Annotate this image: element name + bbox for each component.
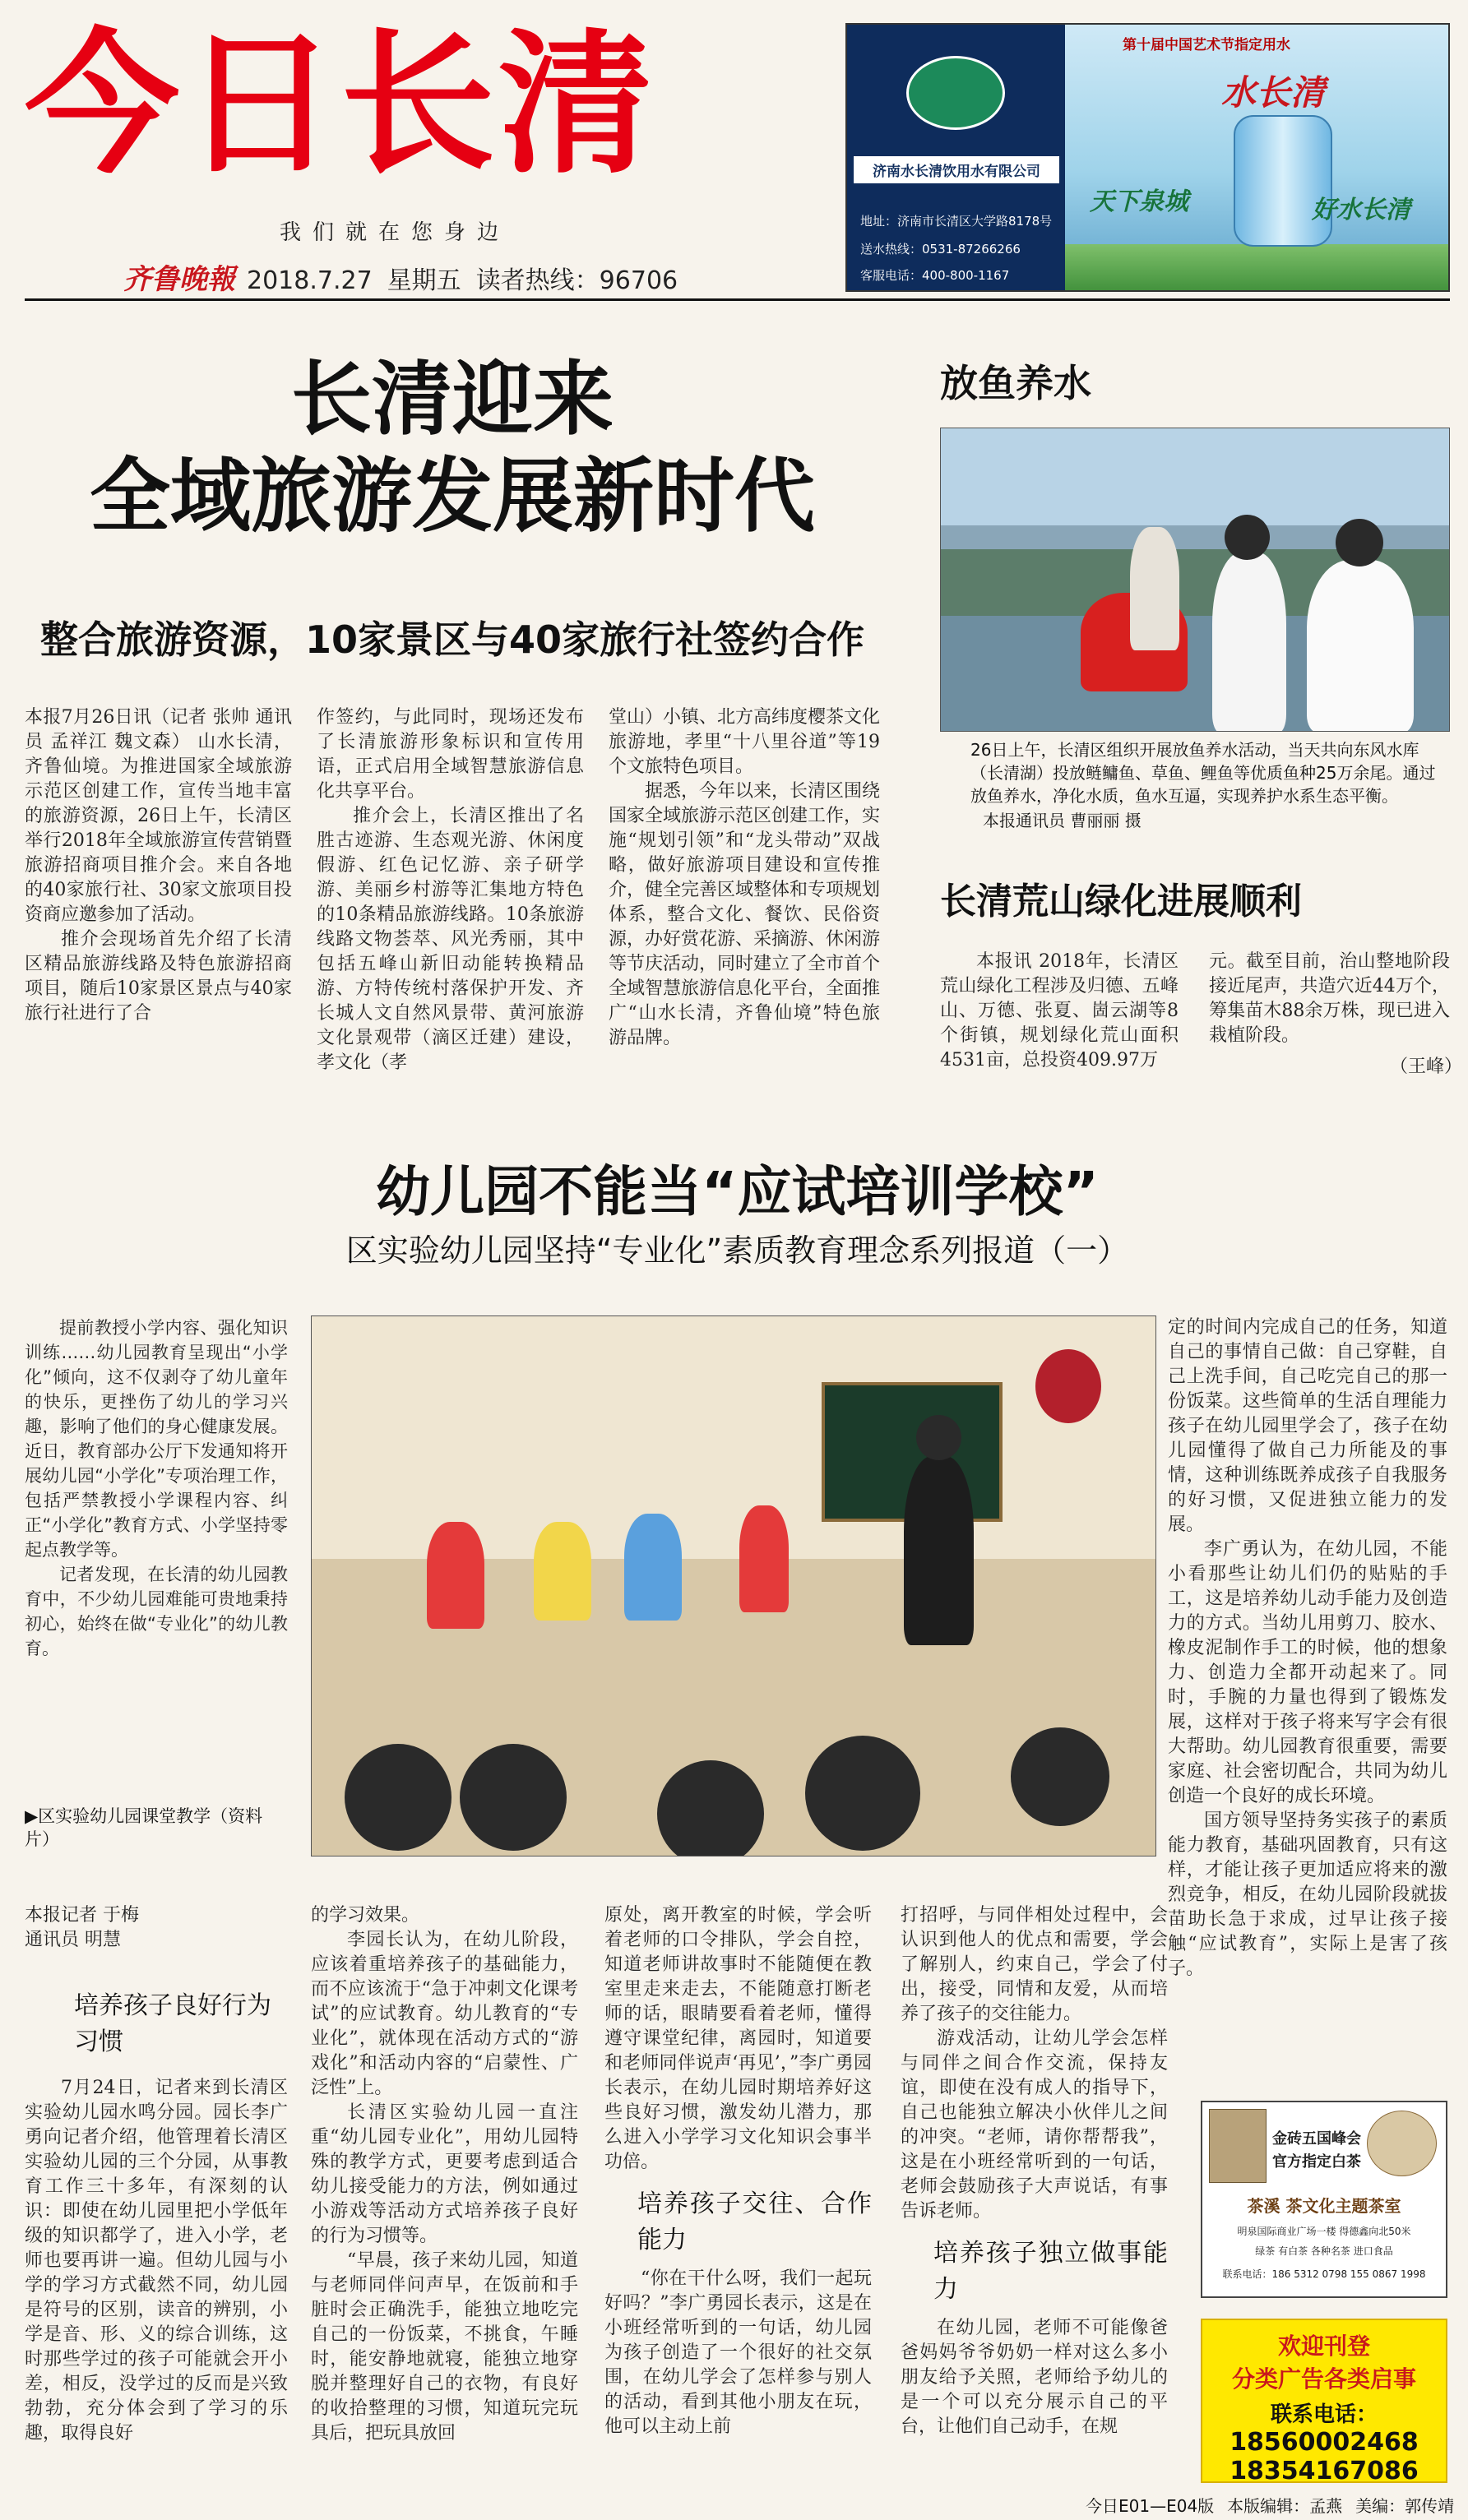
classified-phone2: 18354167086	[1230, 2457, 1419, 2485]
fish-release-credit: 本报通讯员 曹丽丽 摄	[983, 811, 1142, 830]
person-head	[1336, 519, 1383, 566]
tea-room-desc: 绿茶 有白茶 各种名茶 进口食品	[1255, 2245, 1393, 2257]
child-head-foreground	[805, 1736, 920, 1851]
feature-subheadline: 区实验幼儿园坚持“专业化”素质教育理念系列报道（一）	[345, 1232, 1129, 1269]
feature-c4: 打招呼，与同伴相处过程中，会认识到他人的优点和需要，学会了解别人，约束自己，学会了付出，接受，同情和友爱，从而培养了孩子的交往能力。	[901, 1905, 1168, 2024]
classified-phone1: 18560002468	[1230, 2428, 1419, 2457]
feature-column-2	[311, 1903, 578, 2479]
water-bottle-icon	[1234, 115, 1332, 247]
greening-text-a: 本报讯 2018年，长清区荒山绿化工程涉及归德、五峰山、万德、张夏、崮云湖等8个街镇，规划绿化荒山面积4531亩，总投资409.97万	[940, 951, 1179, 1070]
issue-date: 2018.7.27	[247, 266, 373, 295]
person-figure	[1212, 552, 1286, 732]
page-footer	[1086, 2493, 1467, 2517]
water-advertisement	[845, 23, 1450, 292]
lead-col1-p2: 推介会现场首先介绍了长清区精品旅游线路及特色旅游招商项目，随后10家景区景点与40家旅行社进行了合	[25, 929, 292, 1024]
person-figure	[1130, 527, 1179, 650]
tea-room-phones: 联系电话：186 5312 0798 155 0867 1998	[1222, 2268, 1426, 2280]
fish-release-photo	[940, 428, 1450, 732]
greening-heading: 长清荒山绿化进展顺利	[940, 881, 1302, 922]
ad-grass-graphic	[1065, 244, 1450, 292]
lead-column-1	[25, 705, 292, 1125]
lead-headline-line2: 全域旅游发展新时代	[89, 450, 815, 543]
classified-line2: 分类广告各类启事	[1231, 2365, 1416, 2393]
child-head-foreground	[1011, 1727, 1109, 1826]
feature-column-4	[901, 1903, 1168, 2479]
footer-designer: 美编：郭传靖	[1355, 2496, 1455, 2516]
teapot-icon	[1367, 2111, 1437, 2176]
feature-right-column	[1168, 1315, 1447, 2080]
ad-delivery-phone: 送水热线：0531-87266266	[860, 242, 1021, 257]
ad-slogan-b: 好水长清	[1312, 196, 1410, 224]
feature-c4c: 在幼儿园，老师不可能像爸爸妈妈爷爷奶奶一样对这么多小朋友给予关照，老师给予幼儿的是一个可以充分展示自己的平台，让他们自己动手，在规	[901, 2318, 1168, 2437]
feature-headline: 幼儿园不能当“应试培训学校”	[376, 1160, 1099, 1223]
child-figure	[624, 1514, 682, 1621]
fish-release-caption: 26日上午，长清区组织开展放鱼养水活动，当天共向东风水库（长清湖）投放鲢鳙鱼、草鱼、鲤鱼等优质鱼种25万余尾。通过放鱼养水，净化水质，鱼水互逼，实现养护水系生态平衡。	[970, 740, 1436, 806]
weekday: 星期五	[387, 266, 461, 295]
lead-column-2	[317, 705, 584, 1125]
classroom-photo	[311, 1315, 1156, 1856]
child-figure	[739, 1505, 789, 1612]
masthead-slogan: 我们就在您身边	[280, 220, 511, 245]
tea-box-icon	[1209, 2109, 1267, 2183]
greening-column-1	[940, 950, 1179, 1098]
feature-right-p2: 李广勇认为，在幼儿园，不能小看那些让幼儿们仍的贴贴的手工，这是培养幼儿动手能力及创造力的方式。当幼儿用剪刀、胶水、橡皮泥制作手工的时候，他的想象力、创造力全都开动起来了。同时，手腕的力量也得到了锻炼发展，这样对于孩子将来写字会有很大帮助。幼儿园教育很重要，需要家庭、社会密切配合，共同为幼儿创造一个良好的成长环境。	[1168, 1539, 1447, 1806]
feature-c3: 原处，离开教室的时候，学会听着老师的口令排队，学会自控，知道老师讲故事时不能随便在教室里走来走去，不能随意打断老师的话，眼睛要看着老师，懂得遵守课堂纪律，离园时，知道要和老师同伴说声‘再见’，”李广勇园长表示，在幼儿园时期培养好这些良好习惯，激发幼儿潜力，那么进入小学学习文化知识会事半功倍。	[604, 1905, 872, 2172]
ad-brand-name: 水长清	[1221, 72, 1326, 113]
child-head-foreground	[345, 1744, 452, 1851]
tea-ad-line2: 官方指定白茶	[1272, 2153, 1361, 2171]
feature-subhead-1: 培养孩子良好行为习惯	[74, 1991, 271, 2056]
water-brand-logo-icon	[906, 56, 1005, 130]
masthead-rule	[25, 298, 1450, 301]
teacher-head	[916, 1415, 961, 1460]
feature-column-3	[604, 1903, 872, 2479]
feature-column-1	[25, 2076, 288, 2479]
tea-room-address: 明泉国际商业广场一楼 得德鑫向北50米	[1237, 2226, 1411, 2237]
ad-address: 地址：济南市长清区大学路8178号	[860, 214, 1053, 229]
teacher-figure	[904, 1456, 974, 1645]
ad-company-panel	[847, 25, 1065, 292]
lead-col3-p1: 堂山）小镇、北方高纬度樱茶文化旅游地，孝里“十八里谷道”等19个文旅特色项目。	[609, 707, 880, 777]
dateline	[123, 257, 692, 297]
lead-headline-line1: 长清迎来	[290, 353, 614, 446]
feature-subhead-2: 培养孩子交往、合作能力	[637, 2189, 872, 2254]
feature-right-p1: 定的时间内完成自己的任务，知道自己的事情自己做：自己穿鞋，自己上洗手间，自己吃完自己的那一份饭菜。这些简单的生活自理能力孩子在幼儿园里学会了，孩子在幼儿园懂得了做自己力所能及的事情，这种训练既养成孩子自我服务的好习惯，又促进独立能力的发展。	[1168, 1317, 1447, 1535]
ad-company-name: 济南水长清饮用水有限公司	[854, 156, 1059, 183]
person-head	[1225, 515, 1270, 560]
lead-col2-p2: 推介会上，长清区推出了名胜古迹游、生态观光游、休闲度假游、红色记忆游、亲子研学游、美丽乡村游等汇集地方特色的10条精品旅游线路。10条旅游线路文物荟萃、风光秀丽，其中包括五峰山新旧动能转换精品游、方特传统村落保护开发、齐长城人文自然风景带、黄河旅游文化景观带（滴区迁建）建设，孝文化（孝	[317, 806, 584, 1073]
feature-c2c: 长清区实验幼儿园一直注重“幼儿园专业化”，用幼儿园特殊的教学方式，更要考虑到适合幼儿接受能力的方法，例如通过小游戏等活动方式培养孩子良好的行为习惯等。	[311, 2102, 578, 2246]
classified-advertisement	[1201, 2319, 1447, 2483]
reader-hotline: 读者热线：96706	[475, 266, 678, 295]
ad-slogan-a: 天下泉城	[1090, 187, 1188, 216]
greening-text-b: 元。截至目前，治山整地阶段接近尾声，共造穴近44万个，筹集苗木88余万株，现已进入栽植阶段。	[1209, 951, 1450, 1046]
lead-col2-p1: 作签约，与此同时，现场还发布了长清旅游形象标识和宣传用语，正式启用全域智慧旅游信息化共享平台。	[317, 707, 584, 802]
person-figure	[1307, 560, 1414, 732]
feature-intro-p1: 提前教授小学内容、强化知识训练……幼儿园教育呈现出“小学化”倾向，这不仅剥夺了幼儿童年的快乐，更挫伤了幼儿的学习兴趣，影响了他们的身心健康发展。近日，教育部办公厅下发通知将开展幼儿园“小学化”专项治理工作，包括严禁教授小学课程内容、纠正“小学化”教育方式、小学坚持零起点教学等。	[25, 1318, 288, 1560]
footer-pages: 今日E01—E04版	[1086, 2496, 1215, 2516]
masthead-title: 今日长清	[25, 23, 656, 187]
child-figure	[534, 1522, 591, 1621]
lead-column-3	[609, 705, 880, 1125]
lead-col1-p1: 本报7月26日讯（记者 张帅 通讯员 孟祥江 魏文森） 山水长清，齐鲁仙境。为推进国家全域旅游示范区创建工作，宣传当地丰富的旅游资源，26日上午，长清区举行2018年全域旅游宣传营销暨旅游招商项目推介会。来自各地的40家旅行社、30家文旅项目投资商应邀参加了活动。	[25, 707, 292, 925]
tea-ad-line1: 金砖五国峰会	[1272, 2130, 1361, 2148]
feature-c4b: 游戏活动，让幼儿学会怎样与同伴之间合作交流，保持友谊，即使在没有成人的指导下，自己也能独立解决小伙伴儿之间的冲突。“老师，请你帮帮我”，这是在小班经常听到的一句话，老师会鼓励孩子大声说话，有事告诉老师。	[901, 2028, 1168, 2222]
fish-release-heading: 放鱼养水	[940, 361, 1091, 405]
ad-visual-panel	[1065, 25, 1450, 292]
feature-c2d: “早晨，孩子来幼儿园，知道与老师同伴问声早，在饭前和手脏时会正确洗手，能独立地吃完自己的一份饭菜，不挑食，午睡时，能安静地就寝，能独立地穿脱并整理好自己的衣物，有良好的收拾整理的习惯，知道玩完玩具后，把玩具放回	[311, 2250, 578, 2444]
feature-right-p3: 国方领导坚持务实孩子的素质能力教育，基础巩固教育，只有这样，才能让孩子更加适应将来的激烈竞争，相反，在幼儿园阶段就拔苗助长急于求成，过早让孩子接触“应试教育”，实际上是害了孩子。	[1168, 1810, 1447, 1979]
apple-decoration-icon	[1035, 1349, 1101, 1423]
feature-intro	[25, 1315, 288, 1759]
ad-festival-text: 第十届中国艺术节指定用水	[1123, 37, 1290, 53]
child-head-foreground	[657, 1760, 764, 1856]
classified-phone-label: 联系电话：	[1270, 2402, 1378, 2427]
child-figure	[427, 1522, 484, 1629]
feature-c2b: 李园长认为，在幼儿阶段，应该着重培养孩子的基础能力，而不应该流于“急于冲刺文化课考试”的应试教育。幼儿教育的“专业化”，就体现在活动方式的“游戏化”和活动内容的“启蒙性、广泛性”上。	[311, 1930, 578, 2098]
paper-name: 齐鲁晚報	[123, 263, 235, 296]
classified-line1: 欢迎刊登	[1277, 2333, 1370, 2360]
feature-c1: 7月24日，记者来到长清区实验幼儿园水鸣分园。园长李广勇向记者介绍，他管理着长清区实验幼儿园的三个分园，从事教育工作三十多年，有深刻的认识：即使在幼儿园里把小学低年级的知识都学了，进入小学，老师也要再讲一遍。但幼儿园与小学的学习方式截然不同，幼儿园是符号的区别，读音的辨别，小学是音、形、义的综合训练，这时那些学过的孩子可能就会开小差，相反，没学过的反而是兴致勃勃，充分体会到了学习的乐趣，取得良好	[25, 2078, 288, 2444]
footer-editor: 本版编辑：孟燕	[1227, 2496, 1343, 2516]
lead-col3-p2: 据悉，今年以来，长清区围绕国家全域旅游示范区创建工作，实施“规划引领”和“龙头带动”双战略，做好旅游项目建设和宣传推介，健全完善区域整体和专项规划体系，整合文化、餐饮、民俗资源，办好赏花游、采摘游、休闲游等节庆活动，同时建立了全市首个全域智慧旅游信息化平台，全面推广“山水长清，齐鲁仙境”特色旅游品牌。	[609, 781, 880, 1048]
greening-author: （王峰）	[1390, 1057, 1463, 1077]
feature-subhead-3: 培养孩子独立做事能力	[933, 2239, 1168, 2304]
classroom-photo-caption: ▶区实验幼儿园课堂教学（资料片）	[25, 1806, 263, 1849]
tea-advertisement	[1201, 2101, 1447, 2298]
feature-c3b: “你在干什么呀，我们一起玩好吗？”李广勇园长表示，这是在小班经常听到的一句话，幼儿园为孩子创造了一个很好的社交氛围，在幼儿学会了怎样参与别人的活动，看到其他小朋友在玩，他可以主动上前	[604, 2268, 872, 2437]
feature-byline: 本报记者 于梅 通讯员 明慧	[25, 1905, 139, 1950]
feature-c2: 的学习效果。	[311, 1905, 420, 1926]
child-head-foreground	[460, 1744, 567, 1851]
feature-intro-p2: 记者发现，在长清的幼儿园教育中，不少幼儿园难能可贵地秉持初心，始终在做“专业化”的幼儿教育。	[25, 1565, 288, 1658]
ad-service-phone: 客服电话：400-800-1167	[860, 268, 1010, 283]
tea-room-name: 茶溪 茶文化主题茶室	[1247, 2196, 1401, 2216]
lead-subheadline: 整合旅游资源，10家景区与40家旅行社签约合作	[39, 617, 865, 662]
